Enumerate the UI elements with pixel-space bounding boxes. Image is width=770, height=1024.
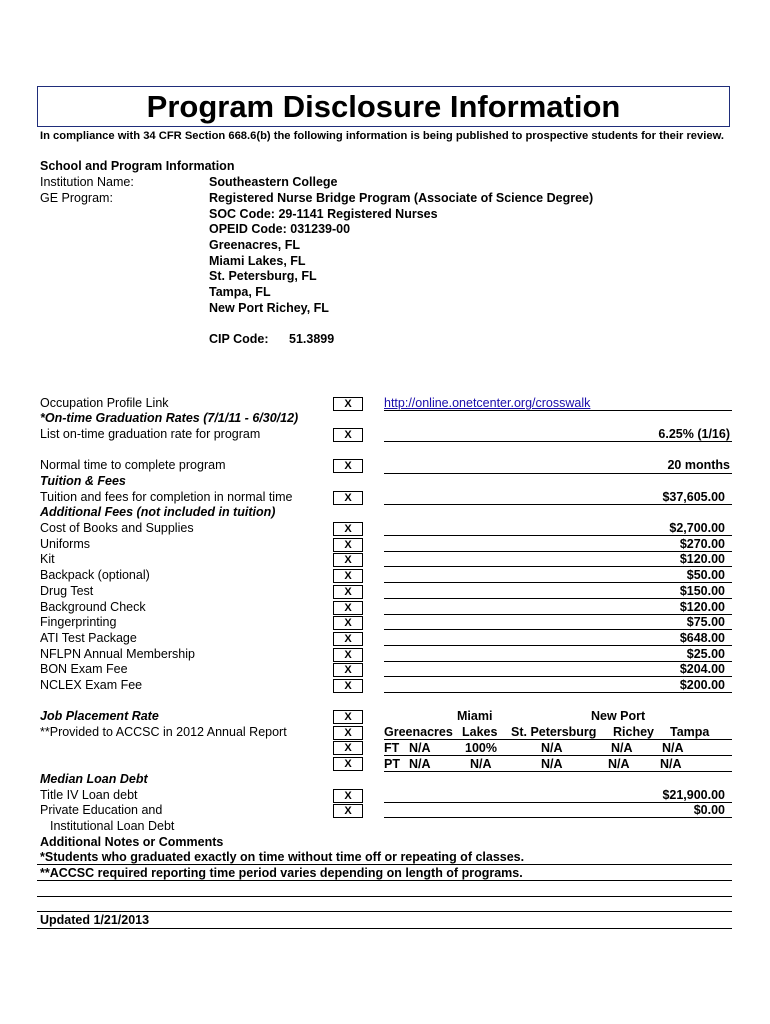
tuition-check: X [333, 491, 363, 505]
divider [37, 880, 732, 881]
private-check: X [333, 804, 363, 818]
divider [384, 817, 732, 818]
divider [384, 566, 732, 567]
col-header-greenacres: Greenacres [384, 725, 453, 739]
fee-check: X [333, 679, 363, 693]
note-2: **ACCSC required reporting time period varies depending on length of programs. [40, 866, 523, 880]
title-bar [37, 86, 730, 127]
divider [384, 755, 732, 756]
fee-label: Background Check [40, 600, 146, 614]
divider [37, 911, 732, 912]
divider [37, 928, 732, 929]
tuition-label: Tuition and fees for completion in normal time [40, 490, 293, 504]
fee-label: Drug Test [40, 584, 94, 598]
divider [384, 629, 732, 630]
divider [384, 645, 732, 646]
fee-value: $2,700.00 [669, 521, 725, 535]
divider [384, 771, 732, 772]
divider [384, 582, 732, 583]
cell-tampa: N/A [662, 741, 684, 755]
title4-value: $21,900.00 [662, 788, 725, 802]
fee-check: X [333, 585, 363, 599]
fee-value: $270.00 [679, 537, 725, 551]
program-name: Registered Nurse Bridge Program (Associate of Science Degree) [209, 191, 594, 205]
cell-greenacres: N/A [409, 741, 431, 755]
divider [384, 441, 732, 442]
fee-check: X [333, 616, 363, 630]
fee-value: $120.00 [679, 552, 725, 566]
location-item: Greenacres, FL [209, 238, 301, 252]
fee-label: Cost of Books and Supplies [40, 521, 194, 535]
cip-value: 51.3899 [289, 332, 335, 346]
fee-check: X [333, 569, 363, 583]
fee-label: Backpack (optional) [40, 568, 150, 582]
divider [384, 692, 732, 693]
updated-date: Updated 1/21/2013 [40, 913, 150, 927]
location-item: Tampa, FL [209, 285, 271, 299]
occupation-link[interactable]: http://online.onetcenter.org/crosswalk [384, 396, 591, 410]
soc-code: SOC Code: 29-1141 Registered Nurses [209, 207, 438, 221]
fee-check: X [333, 553, 363, 567]
compliance-statement: In compliance with 34 CFR Section 668.6(b) the following information is being published to prospective students for their review. [40, 130, 724, 142]
col-header-newport: New Port [591, 709, 646, 723]
opeid-code: OPEID Code: 031239-00 [209, 222, 351, 236]
normal-time-label: Normal time to complete program [40, 458, 226, 472]
ge-label: GE Program: [40, 191, 113, 205]
divider [384, 598, 732, 599]
fee-check: X [333, 522, 363, 536]
fee-label: Uniforms [40, 537, 91, 551]
col-header-lakes: Lakes [462, 725, 498, 739]
fee-value: $200.00 [679, 678, 725, 692]
fee-value: $25.00 [686, 647, 725, 661]
cell-stpete: N/A [541, 741, 563, 755]
grad-value: 6.25% (1/16) [658, 427, 730, 441]
fee-label: NCLEX Exam Fee [40, 678, 143, 692]
fee-value: $150.00 [679, 584, 725, 598]
occupation-label: Occupation Profile Link [40, 396, 169, 410]
fee-label: Kit [40, 552, 55, 566]
cell-miami: N/A [470, 757, 492, 771]
tuition-heading: Tuition & Fees [40, 474, 126, 488]
private-label-2: Institutional Loan Debt [50, 819, 175, 833]
divider [37, 896, 732, 897]
normal-time-value: 20 months [667, 458, 730, 472]
grad-check: X [333, 428, 363, 442]
col-header-stpete: St. Petersburg [511, 725, 597, 739]
institution-label: Institution Name: [40, 175, 134, 189]
fee-label: ATI Test Package [40, 631, 137, 645]
loan-heading: Median Loan Debt [40, 772, 148, 786]
location-item: St. Petersburg, FL [209, 269, 317, 283]
col-header-tampa: Tampa [670, 725, 710, 739]
placement-check: X [333, 757, 363, 771]
col-header-richey: Richey [613, 725, 654, 739]
grad-label: List on-time graduation rate for program [40, 427, 261, 441]
divider [384, 473, 732, 474]
fee-check: X [333, 538, 363, 552]
fee-label: BON Exam Fee [40, 662, 128, 676]
divider [384, 535, 732, 536]
fee-check: X [333, 601, 363, 615]
placement-check: X [333, 741, 363, 755]
normal-time-check: X [333, 459, 363, 473]
row-type: PT [384, 757, 400, 771]
placement-heading: Job Placement Rate [40, 709, 159, 723]
note-1: *Students who graduated exactly on time without time off or repeating of classes. [40, 850, 525, 864]
fee-label: NFLPN Annual Membership [40, 647, 195, 661]
fee-value: $120.00 [679, 600, 725, 614]
fee-value: $648.00 [679, 631, 725, 645]
location-item: Miami Lakes, FL [209, 254, 306, 268]
cell-newport: N/A [608, 757, 630, 771]
fee-label: Fingerprinting [40, 615, 117, 629]
cip-label: CIP Code: [209, 332, 269, 346]
divider [37, 864, 732, 865]
cell-newport: N/A [611, 741, 633, 755]
title4-label: Title IV Loan debt [40, 788, 138, 802]
fee-value: $50.00 [686, 568, 725, 582]
tuition-value: $37,605.00 [662, 490, 725, 504]
fee-check: X [333, 663, 363, 677]
placement-note: **Provided to ACCSC in 2012 Annual Report [40, 725, 287, 739]
location-item: New Port Richey, FL [209, 301, 329, 315]
private-label: Private Education and [40, 803, 163, 817]
divider [384, 504, 732, 505]
placement-check: X [333, 726, 363, 740]
private-value: $0.00 [693, 803, 725, 817]
col-header-miami: Miami [457, 709, 493, 723]
fees-heading: Additional Fees (not included in tuition) [40, 505, 276, 519]
grad-heading: *On-time Graduation Rates (7/1/11 - 6/30/12) [40, 411, 299, 425]
fee-value: $204.00 [679, 662, 725, 676]
cell-greenacres: N/A [409, 757, 431, 771]
school-heading: School and Program Information [40, 159, 235, 173]
placement-check: X [333, 710, 363, 724]
fee-check: X [333, 632, 363, 646]
notes-heading: Additional Notes or Comments [40, 835, 224, 849]
occupation-check: X [333, 397, 363, 411]
row-type: FT [384, 741, 400, 755]
fee-check: X [333, 648, 363, 662]
cell-tampa: N/A [660, 757, 682, 771]
title4-check: X [333, 789, 363, 803]
fee-value: $75.00 [686, 615, 725, 629]
divider [384, 676, 732, 677]
divider [384, 739, 732, 740]
divider [384, 410, 732, 411]
institution-value: Southeastern College [209, 175, 338, 189]
cell-stpete: N/A [541, 757, 563, 771]
cell-miami: 100% [465, 741, 497, 755]
page-title: Program Disclosure Information [146, 89, 621, 124]
